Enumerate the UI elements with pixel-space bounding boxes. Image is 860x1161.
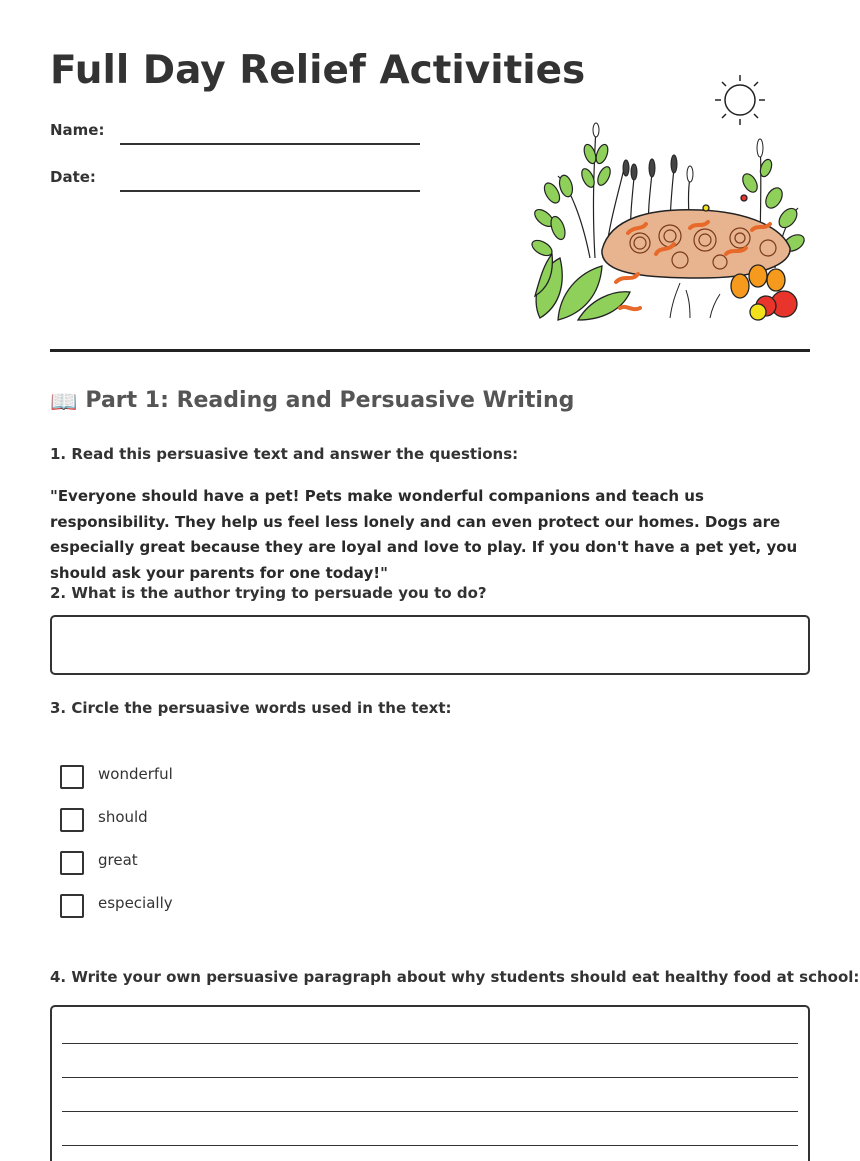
question-2: 2. What is the author trying to persuade you to do? [50,584,487,602]
option-label: especially [98,894,173,912]
question-1: 1. Read this persuasive text and answer the questions: [50,445,519,463]
writing-line [62,1145,798,1146]
open-book-icon: 📖 [50,390,78,415]
option-label: should [98,808,148,826]
checkbox-wonderful[interactable] [60,765,84,789]
persuasive-passage: "Everyone should have a pet! Pets make wonderful companions and teach us responsibility. They help us feel less lonely and can even protect our homes. Dogs are especially great because they are loyal and love to play. If you don't have a pet yet, you should ask your parents for one today!" [50,487,798,582]
part1-heading-text: Part 1: Reading and Persuasive Writing [85,388,575,413]
name-field [50,118,420,148]
question-2-answer-box[interactable] [50,615,810,675]
option-great [60,846,460,889]
worksheet-page [50,0,860,1161]
date-label: Date: [50,168,96,186]
paragraph-writing-box[interactable] [50,1005,810,1161]
name-input-line[interactable] [120,143,420,145]
question-3: 3. Circle the persuasive words used in the text: [50,699,452,717]
writing-line [62,1111,798,1112]
option-especially [60,889,460,932]
name-label: Name: [50,121,105,139]
checkbox-great[interactable] [60,851,84,875]
option-label: wonderful [98,765,173,783]
sun-icon [715,75,765,125]
checkbox-especially[interactable] [60,894,84,918]
section-divider [50,349,810,352]
checkbox-should[interactable] [60,808,84,832]
writing-line [62,1043,798,1044]
part1-heading [50,388,574,415]
page-title: Full Day Relief Activities [50,48,586,93]
date-field [50,165,420,195]
question-4: 4. Write your own persuasive paragraph about why students should eat healthy food at school: [50,968,860,986]
persuasive-word-options [60,760,460,932]
option-wonderful [60,760,460,803]
option-should [60,803,460,846]
writing-line [62,1077,798,1078]
date-input-line[interactable] [120,190,420,192]
garden-worm-farm-illustration [530,68,810,330]
option-label: great [98,851,138,869]
